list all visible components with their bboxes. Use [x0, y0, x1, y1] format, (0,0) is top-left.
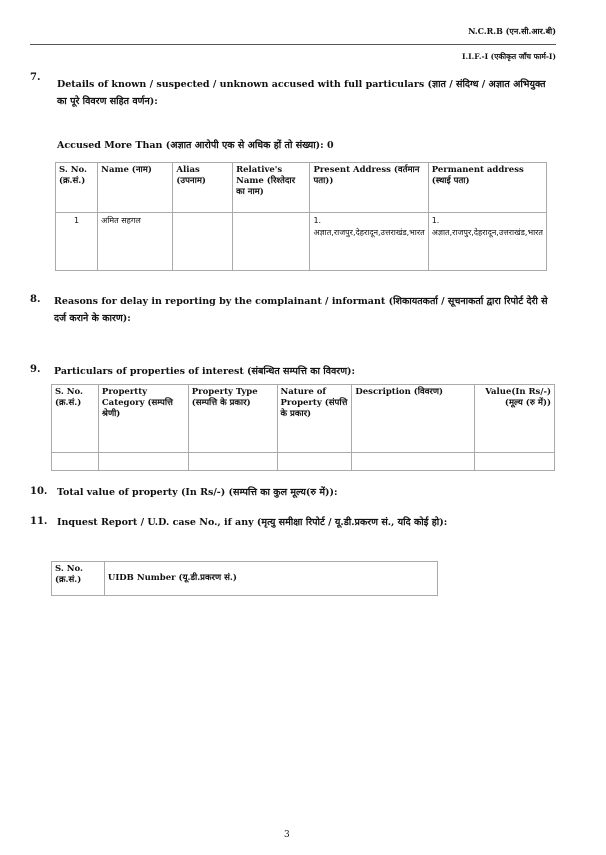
property-header-row	[52, 385, 555, 453]
col-alias: Alias (उपनाम)	[173, 163, 233, 213]
col-sno: S. No. (क्र.सं.)	[56, 163, 98, 213]
section-9-heading: Particulars of properties of interest (संबन्धित सम्पत्ति का विवरण):	[54, 366, 356, 377]
section-11-heading: Inquest Report / U.D. case No., if any (मृत्यु समीक्षा रिपोर्ट / यू.डी.प्रकरण सं., यदि कोई हो):	[57, 517, 448, 528]
col-property-category: Propertty Category (सम्पत्ति श्रेणी)	[98, 385, 188, 453]
accused-header-row	[56, 163, 547, 213]
header-divider	[30, 44, 556, 45]
table-row	[56, 213, 547, 271]
section-9-number: 9.	[30, 364, 41, 375]
col-nature-of-property: Nature of Property (संपत्ति के प्रकार)	[277, 385, 352, 453]
section-8-number: 8.	[30, 294, 41, 305]
col-relative: Relative's Name (रिश्तेदार का नाम)	[233, 163, 310, 213]
section-11-number: 11.	[30, 516, 48, 527]
section-7-number: 7.	[30, 72, 41, 83]
section-10-number: 10.	[30, 486, 48, 497]
table-row	[52, 453, 555, 471]
cell-sno: 1	[56, 213, 98, 271]
inquest-table	[51, 561, 438, 596]
section-10-heading: Total value of property (In Rs/-) (सम्पत्ति का कुल मूल्य(रु में)):	[57, 487, 338, 498]
ncrb-header: N.C.R.B (एन.सी.आर.बी)	[468, 26, 556, 36]
col-description: Description (विवरण)	[352, 385, 475, 453]
accused-table	[55, 162, 547, 271]
section-7-heading: Details of known / suspected / unknown accused with full particulars (ज्ञात / संदिग्ध / अज्ञात अभियुक्त का पूरे विवरण सहित वर्णन):	[57, 79, 546, 107]
col-permanent-address: Permanent address (स्थाई पता)	[428, 163, 546, 213]
accused-more-than: Accused More Than (अज्ञात आरोपी एक से अधिक हों तो संख्या): 0	[57, 140, 334, 151]
col-name: Name (नाम)	[98, 163, 173, 213]
inquest-header-row	[52, 562, 438, 596]
col-uidb-number: UIDB Number (यू.डी.प्रकरण सं.)	[104, 562, 437, 596]
col-property-type: Property Type (सम्पत्ति के प्रकार)	[188, 385, 277, 453]
cell-permanent-address: 1. अज्ञात,राजपुर,देहरादून,उत्तराखंड,भारत	[428, 213, 546, 271]
cell-alias	[173, 213, 233, 271]
col-value: Value(In Rs/-) (मूल्य (रु में))	[475, 385, 555, 453]
col-present-address: Present Address (वर्तमान पता))	[310, 163, 428, 213]
cell-name: अमित सहगल	[98, 213, 173, 271]
page-number: 3	[284, 830, 290, 840]
col-sno: S. No. (क्र.सं.)	[52, 385, 99, 453]
cell-present-address: 1. अज्ञात,राजपुर,देहरादून,उत्तराखंड,भारत	[310, 213, 428, 271]
section-8-heading: Reasons for delay in reporting by the complainant / informant (शिकायतकर्ता / सूचनाकर्ता द्वारा रिपोर्ट देरी से दर्ज कराने के कारण):	[54, 296, 548, 324]
col-sno: S. No. (क्र.सं.)	[52, 562, 105, 596]
form-id: I.I.F.-I (एकीकृत जाँच फार्म-I)	[462, 52, 556, 61]
property-table	[51, 384, 555, 471]
cell-relative	[233, 213, 310, 271]
